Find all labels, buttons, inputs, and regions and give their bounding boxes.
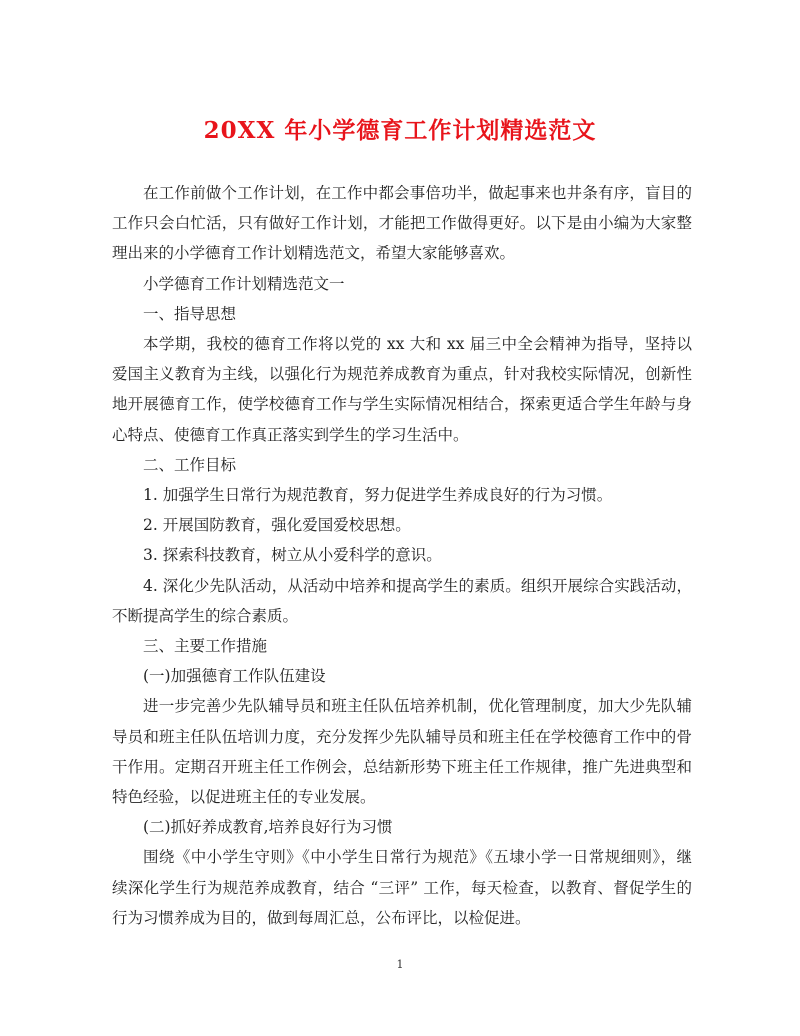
heading-work-goals: 二、工作目标 [143, 455, 237, 474]
paragraph-guiding-ideology: 本学期，我校的德育工作将以党的 xx 大和 xx 届三中全会精神为指导，坚持以爱国主义教育为主线，以强化行为规范养成教育为重点，针对我校实际情况，创新性地开展德育工作，使学校德育工作与学生实际情况相结合，探索更适合学生年龄与身心特点、使德育工作真正落实到学生的学习生活中。 [112, 335, 692, 444]
document-title: 20XX 年小学德育工作计划精选范文 [203, 117, 597, 144]
paragraph-team-building: 进一步完善少先队辅导员和班主任队伍培养机制，优化管理制度，加大少先队辅导员和班主任队伍培训力度，充分发挥少先队辅导员和班主任在学校德育工作中的骨干作用。定期召开班主任工作例会，总结新形势下班主任工作规律，推广先进典型和特色经验，以促进班主任的专业发展。 [112, 697, 692, 807]
intro-paragraph: 在工作前做个工作计划，在工作中都会事倍功半，做起事来也井条有序，盲目的工作只会白忙活，只有做好工作计划，才能把工作做得更好。以下是由小编为大家整理出来的小学德育工作计划精选范文，希望大家能够喜欢。 [112, 184, 692, 263]
goal-item-1: 1. 加强学生日常行为规范教育，努力促进学生养成良好的行为习惯。 [143, 486, 613, 505]
subheading-team-building: (一)加强德育工作队伍建设 [143, 667, 326, 686]
subheading-habit-education: (二)抓好养成教育,培养良好行为习惯 [143, 818, 393, 837]
goal-item-4: 4. 深化少先队活动，从活动中培养和提高学生的素质。组织开展综合实践活动，不断提高学生的综合素质。 [112, 576, 692, 625]
heading-main-measures: 三、主要工作措施 [143, 637, 268, 656]
document-body [112, 178, 692, 933]
section-heading-sample-one: 小学德育工作计划精选范文一 [143, 274, 345, 293]
goal-item-3: 3. 探索科技教育，树立从小爱科学的意识。 [143, 546, 442, 565]
page-number: 1 [396, 958, 404, 971]
goal-item-2: 2. 开展国防教育，强化爱国爱校思想。 [143, 516, 411, 535]
heading-guiding-ideology: 一、指导思想 [143, 304, 237, 323]
paragraph-habit-education: 围绕《中小学生守则》《中小学生日常行为规范》《五埭小学一日常规细则》，继续深化学生行为规范养成教育，结合 “三评” 工作，每天检查，以教育、督促学生的行为习惯养成为目的，做到每周汇总，公布评比，以检促进。 [112, 848, 692, 927]
